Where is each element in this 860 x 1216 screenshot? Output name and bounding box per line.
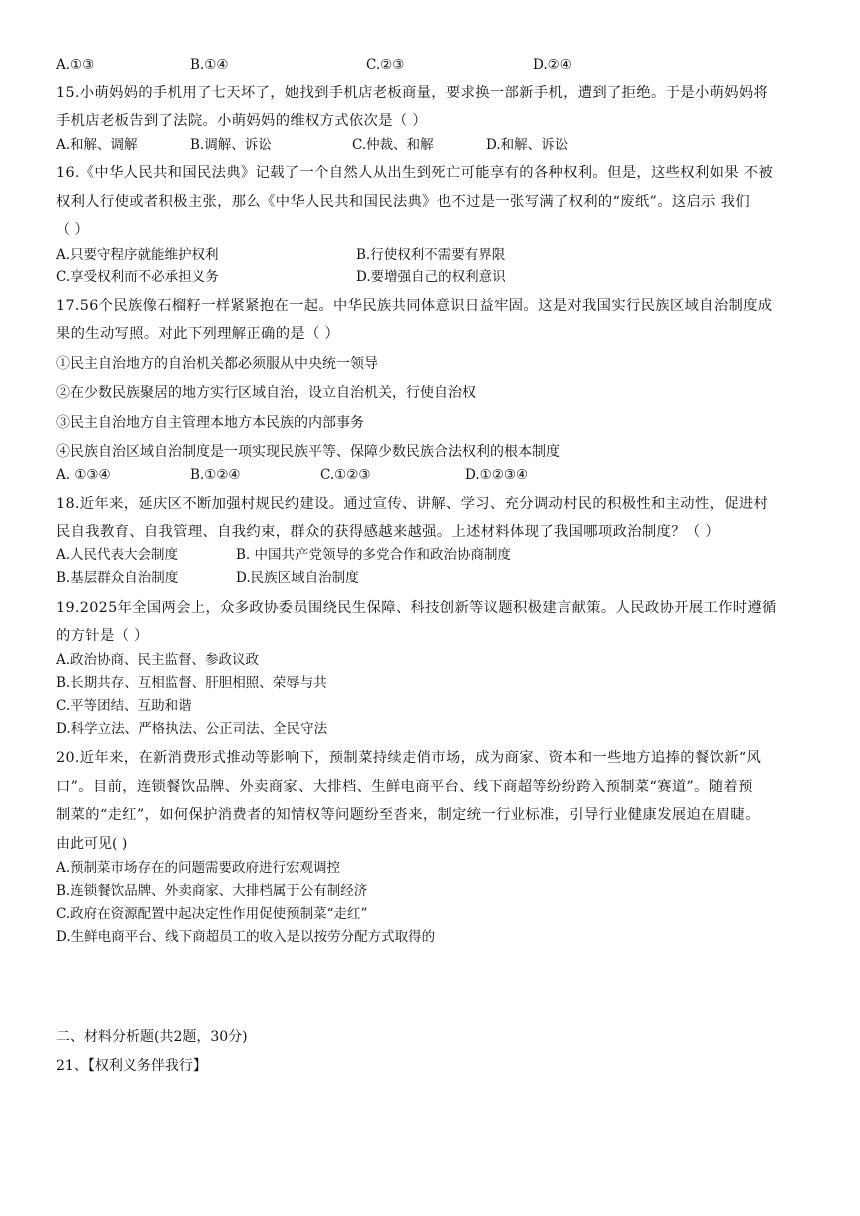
q19-option-b[interactable]: B.长期共存、互相监督、肝胆相照、荣辱与共 <box>56 675 327 691</box>
q17-option-a[interactable]: A. ①③④ <box>56 467 111 483</box>
q20-option-a[interactable]: A.预制菜市场存在的问题需要政府进行宏观调控 <box>56 860 341 876</box>
q19-option-d[interactable]: D.科学立法、严格执法、公正司法、全民守法 <box>56 721 328 737</box>
q19-option-a[interactable]: A.政治协商、民主监督、参政议政 <box>56 652 260 668</box>
q18-option-c[interactable]: B.基层群众自治制度 <box>56 570 179 586</box>
q14-option-d[interactable]: D.②④ <box>533 57 572 73</box>
q18-option-a[interactable]: A.人民代表大会制度 <box>56 547 179 563</box>
q17-statement-3: ③民主自治地方自主管理本地方本民族的内部事务 <box>56 415 364 431</box>
q14-option-b[interactable]: B.①④ <box>190 57 229 73</box>
q15-option-d[interactable]: D.和解、诉讼 <box>486 137 569 153</box>
q18-option-d[interactable]: D.民族区域自治制度 <box>236 570 359 586</box>
q17-stem-line-2: 果的生动写照。对此下列理解正确的是（ ） <box>56 326 340 342</box>
q16-option-a[interactable]: A.只要守程序就能维护权利 <box>56 247 219 263</box>
q17-option-d[interactable]: D.①②③④ <box>465 467 529 483</box>
q15-stem-line-2: 手机店老板告到了法院。小萌妈妈的维权方式依次是（ ） <box>56 113 428 129</box>
q15-option-c[interactable]: C.仲裁、和解 <box>352 137 434 153</box>
q15-stem-line-1: 15.小萌妈妈的手机用了七天坏了，她找到手机店老板商量，要求换一部新手机，遭到了拒绝。于是小萌妈妈将 <box>56 85 769 101</box>
q16-option-d[interactable]: D.要增强自己的权利意识 <box>356 269 506 285</box>
q20-option-d[interactable]: D.生鲜电商平台、线下商超员工的收入是以按劳分配方式取得的 <box>56 929 436 945</box>
q19-option-c[interactable]: C.平等团结、互助和谐 <box>56 698 192 714</box>
q17-option-b[interactable]: B.①②④ <box>190 467 241 483</box>
q19-stem-line-2: 的方针是（ ） <box>56 628 149 644</box>
q18-option-b[interactable]: B. 中国共产党领导的多党合作和政治协商制度 <box>236 547 512 563</box>
q14-option-c[interactable]: C.②③ <box>366 57 405 73</box>
q16-stem-line-2: 权利人行使或者积极主张，那么《中华人民共和国民法典》也不过是一张写满了权利的“废纸”。这启示 我们 <box>56 194 750 210</box>
q20-option-c[interactable]: C.政府在资源配置中起决定性作用促使预制菜“走红” <box>56 906 368 922</box>
q15-option-b[interactable]: B.调解、诉讼 <box>190 137 272 153</box>
q16-option-b[interactable]: B.行使权利不需要有界限 <box>356 247 506 263</box>
q16-stem-line-1: 16.《中华人民共和国民法典》记载了一个自然人从出生到死亡可能享有的各种权利。但是，这些权利如果 不被 <box>56 165 774 181</box>
q15-option-a[interactable]: A.和解、调解 <box>56 137 138 153</box>
q14-option-a[interactable]: A.①③ <box>56 57 95 73</box>
q17-statement-2: ②在少数民族聚居的地方实行区域自治，设立自治机关，行使自治权 <box>56 385 476 401</box>
section-2-heading: 二、材料分析题(共2题，30分) <box>56 1029 248 1045</box>
q16-option-c[interactable]: C.享受权利而不必承担义务 <box>56 269 219 285</box>
q20-option-b[interactable]: B.连锁餐饮品牌、外卖商家、大排档属于公有制经济 <box>56 883 368 899</box>
q16-answer-blank: （ ） <box>56 222 89 238</box>
q17-statement-4: ④民族自治区域自治制度是一项实现民族平等、保障少数民族合法权利的根本制度 <box>56 444 560 460</box>
q18-stem-line-1: 18.近年来，延庆区不断加强村规民约建设。通过宣传、讲解、学习、充分调动村民的积极性和主动性，促进村 <box>56 496 769 512</box>
q20-stem-line-4: 由此可见( ) <box>56 836 128 852</box>
q17-stem-line-1: 17.56个民族像石榴籽一样紧紧抱在一起。中华民族共同体意识日益牢固。这是对我国实行民族区域自治制度成 <box>56 298 773 314</box>
q19-stem-line-1: 19.2025年全国两会上，众多政协委员围绕民生保障、科技创新等议题积极建言献策。人民政协开展工作时遵循 <box>56 600 777 616</box>
q17-statement-1: ①民主自治地方的自治机关都必须服从中央统一领导 <box>56 356 378 372</box>
q21-title: 21、【权利义务伴我行】 <box>56 1058 207 1074</box>
q20-stem-line-1: 20.近年来，在新消费形式推动等影响下，预制菜持续走俏市场，成为商家、资本和一些地方追捧的餐饮新“风 <box>56 750 762 766</box>
q20-stem-line-3: 制菜的“走红”，如何保护消费者的知情权等问题纷至沓来，制定统一行业标准，引导行业健康发展迫在眉睫。 <box>56 807 760 823</box>
q20-stem-line-2: 口”。目前，连锁餐饮品牌、外卖商家、大排档、生鲜电商平台、线下商超等纷纷跨入预制菜“赛道”。随着预 <box>56 779 753 795</box>
q17-option-c[interactable]: C.①②③ <box>320 467 371 483</box>
q18-stem-line-2: 民自我教育、自我管理、自我约束，群众的获得感越来越强。上述材料体现了我国哪项政治制度？（ ） <box>56 524 720 540</box>
